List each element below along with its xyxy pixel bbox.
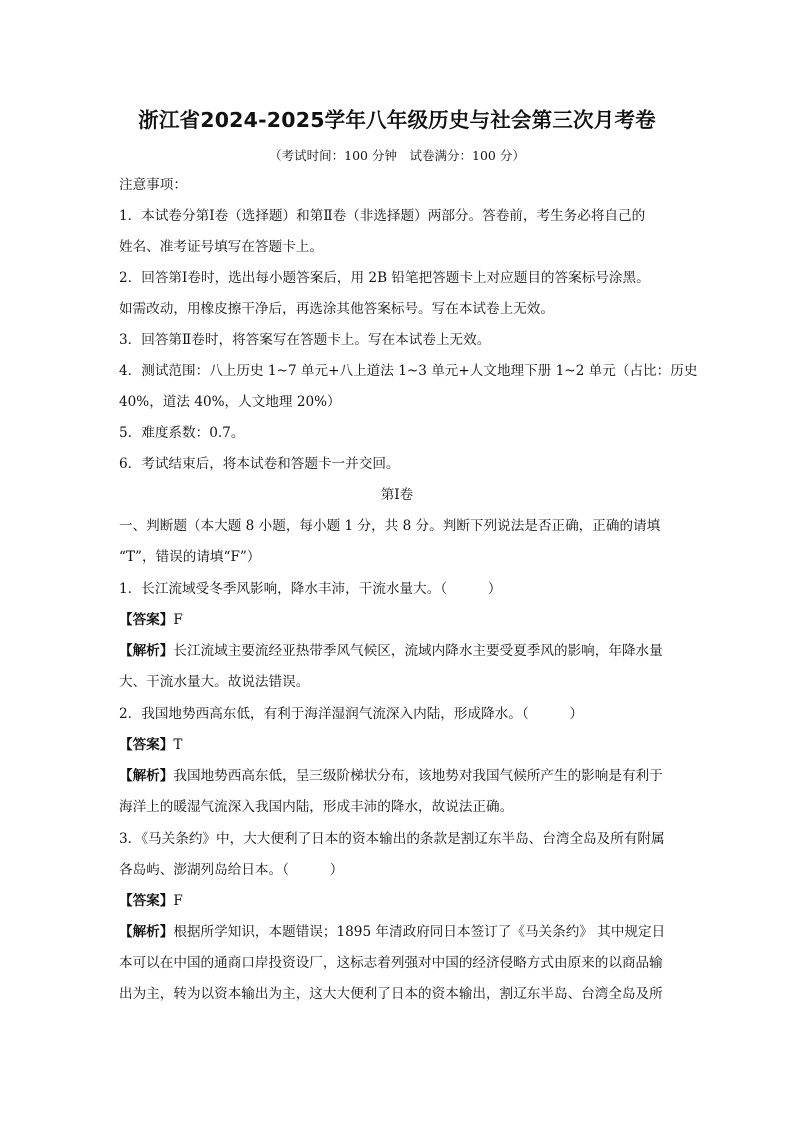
answer-value: T	[173, 737, 183, 753]
note-line: 5．难度系数：0.7。	[119, 425, 245, 441]
note-line: 2．回答第Ⅰ卷时，选出每小题答案后，用 2B 铅笔把答题卡上对应题目的答案标号涂黑。	[119, 270, 650, 286]
note-line: 6．考试结束后，将本试卷和答题卡一并交回。	[119, 456, 400, 472]
analysis-text: 出为主，转为以资本输出为主，这大大便利了日本的资本输出，割辽东半岛、台湾全岛及所	[119, 986, 663, 1002]
analysis-label: 【解析】	[119, 643, 174, 659]
answer-value: F	[173, 893, 183, 909]
question-stem: 3．《马关条约》中，大大便利了日本的资本输出的条款是割辽东半岛、台湾全岛及所有附属	[119, 831, 665, 847]
exam-info: （考试时间：100 分钟 试卷满分：100 分）	[269, 148, 525, 163]
note-line: 如需改动，用橡皮擦干净后，再选涂其他答案标号。写在本试卷上无效。	[119, 301, 554, 317]
question-stem: 1．长江流域受冬季风影响，降水丰沛，干流水量大。（ ）	[119, 581, 502, 597]
answer-line	[119, 611, 679, 629]
analysis-line	[119, 923, 679, 941]
analysis-line	[119, 767, 679, 785]
answer-line	[119, 736, 679, 754]
analysis-label: 【解析】	[119, 768, 174, 784]
analysis-text: 海洋上的暖湿气流深入我国内陆，形成丰沛的降水，故说法正确。	[119, 799, 514, 815]
answer-label: 【答案】	[119, 893, 174, 909]
part-heading: 一、判断题（本大题 8 小题，每小题 1 分，共 8 分。判断下列说法是否正确，正确的请填	[119, 518, 661, 534]
note-line: 4．测试范围：八上历史 1~7 单元+八上道法 1~3 单元+人文地理下册 1~2 单元（占比：历史	[119, 363, 698, 379]
page-title: 浙江省2024-2025学年八年级历史与社会第三次月考卷	[138, 108, 656, 132]
question-stem: 2．我国地势西高东低，有利于海洋湿润气流深入内陆，形成降水。（ ）	[119, 706, 584, 722]
analysis-text: 长江流域主要流经亚热带季风气候区，流域内降水主要受夏季风的影响，年降水量	[173, 643, 663, 659]
note-line: 姓名、准考证号填写在答题卡上。	[119, 239, 323, 255]
answer-line	[119, 892, 679, 910]
analysis-text: 大、干流水量大。故说法错误。	[119, 674, 310, 690]
analysis-text: 根据所学知识，本题错误；1895 年清政府同日本签订了《马关条约》 其中规定日	[173, 924, 666, 940]
answer-label: 【答案】	[119, 737, 174, 753]
answer-label: 【答案】	[119, 612, 174, 628]
section-title: 第Ⅰ卷	[380, 487, 414, 503]
answer-value: F	[173, 612, 183, 628]
note-line: 40%，道法 40%，人文地理 20%）	[119, 394, 341, 410]
note-line: 3．回答第Ⅱ卷时，将答案写在答题卡上。写在本试卷上无效。	[119, 332, 491, 348]
question-stem: 各岛屿、澎湖列岛给日本。（ ）	[119, 862, 344, 878]
notes-heading: 注意事项：	[119, 177, 187, 193]
analysis-line	[119, 642, 679, 660]
note-line: 1．本试卷分第Ⅰ卷（选择题）和第Ⅱ卷（非选择题）两部分。答卷前，考生务必将自己的	[119, 208, 646, 224]
analysis-text: 我国地势西高东低，呈三级阶梯状分布，该地势对我国气候所产生的影响是有利于	[173, 768, 663, 784]
part-heading: “T”，错误的请填“F”）	[119, 549, 261, 565]
analysis-label: 【解析】	[119, 924, 174, 940]
analysis-text: 本可以在中国的通商口岸投资设厂，这标志着列强对中国的经济侵略方式由原来的以商品输	[119, 955, 663, 971]
